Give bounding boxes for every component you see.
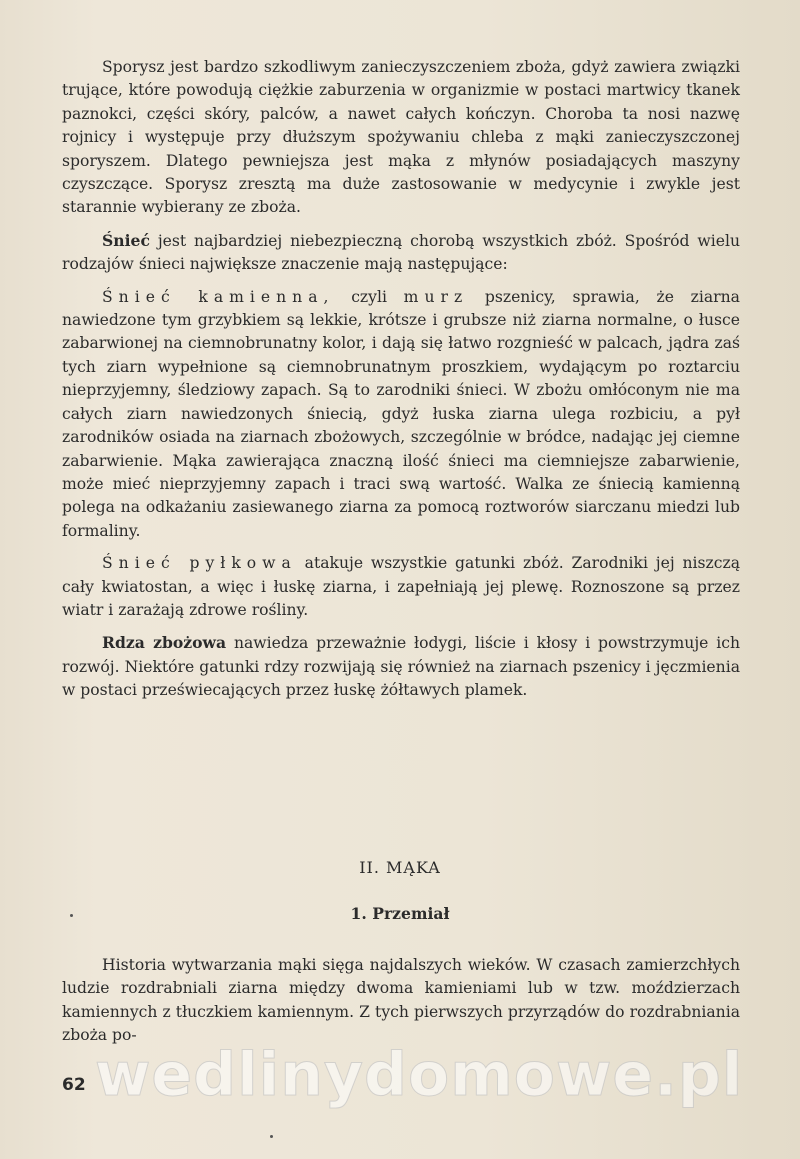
history-paragraph: Historia wytwarzania mąki sięga najdalszych wieków. W czasach zamierzchłych ludzie rozdrabniali ziarna między dwoma kamieniami lub w tzw. moździerzach kamiennych z tłuczkiem kamiennym. Z tych pierwszych przyrządów do rozdrabniania zboża po- [62,956,740,1045]
section-heading: 1. Przemiał [350,904,450,923]
paragraph-spaced-term: murz [403,287,469,306]
paragraph-lead-term: Śnieć [102,230,150,250]
paragraph-text: pszenicy, sprawia, że ziarna nawiedzone tym grzybkiem są lekkie, krótsze i grubsze niż ziarna normalne, o łusce zabarwionej na ciemnobrunatny kolor, i dają się łatwo rozgnieść w palcach, jądra zaś tych ziarn wypełnione są ciemnobrunatnym proszkiem, wydającym po roztarciu nieprzyjemny, śledziowy zapach. Są to zarodniki śnieci. W zbożu omłóconym nie ma całych ziarn nawiedzonych śniecią, gdyż łuska ziarna ulega rozbiciu, a pył zarodników osiada na ziarnach zbożowych, szczególnie w bródce, nadając jej ciemne zabarwienie. Mąka zawierająca znaczną ilość śnieci ma ciemniejsze zabarwienie, może mieć nieprzyjemny zapach i traci swą wartość. Walka ze śniecią kamienną polega na odkażaniu zasiewanego ziarna za pomocą roztworów siarczanu miedzi lub formaliny. [62,287,740,540]
paragraph-sniec-pylkowa [62,552,740,622]
print-speck [70,914,73,917]
paragraph-lead-term: Rdza zbożowa [102,633,227,653]
page-number: 62 [62,1075,86,1095]
paragraph-rdza [62,631,740,702]
paragraph-sniec [62,229,740,277]
paragraph-sniec-kamienna [62,286,740,543]
paragraph-text: Sporysz jest bardzo szkodliwym zanieczyszczeniem zboża, gdyż zawiera związki trujące, które powodują ciężkie zaburzenia w organizmie w postaci martwicy tkanek paznokci, części skóry, palców, a nawet całych kończyn. Choroba ta nosi nazwę rojnicy i występuje przy dłuższym spożywaniu chleba z mąki zanieczyszczonej sporyszem. Dlatego pewniejsza jest mąka z młynów posiadających maszyny czyszczące. Sporysz zresztą ma duże zastosowanie w medycynie i zwykle jest starannie wybierany ze zboża. [62,58,740,217]
paragraph-lead-term: Śnieć kamienna, [102,287,335,306]
paragraph-text: nawiedza przeważnie łodygi, liście i kłosy i powstrzymuje ich rozwój. Niektóre gatunki rdzy rozwijają się również na ziarnach pszenicy i jęczmienia w postaci przeświecających przez łuskę żółtawych plamek. [62,634,740,700]
paragraph-text: jest najbardziej niebezpieczną chorobą wszystkich zbóż. Spośród wielu rodzajów śnieci największe znaczenie mają następujące: [62,231,740,274]
paragraph-sporysz [62,56,740,220]
chapter-heading: II. MĄKA [359,858,441,877]
watermark: wedlinydomowe.pl [95,1040,744,1110]
print-speck [270,1135,273,1138]
body-text [62,56,740,712]
paragraph-lead-term: Śnieć pyłkowa [102,554,297,573]
paragraph-connector: czyli [334,287,404,306]
paragraph-text: atakuje wszystkie gatunki zbóż. Zarodniki jej niszczą cały kwiatostan, a więc i łuskę ziarna, i zapełniają jej plewę. Roznoszone są przez wiatr i zarażają zdrowe rośliny. [62,554,740,619]
